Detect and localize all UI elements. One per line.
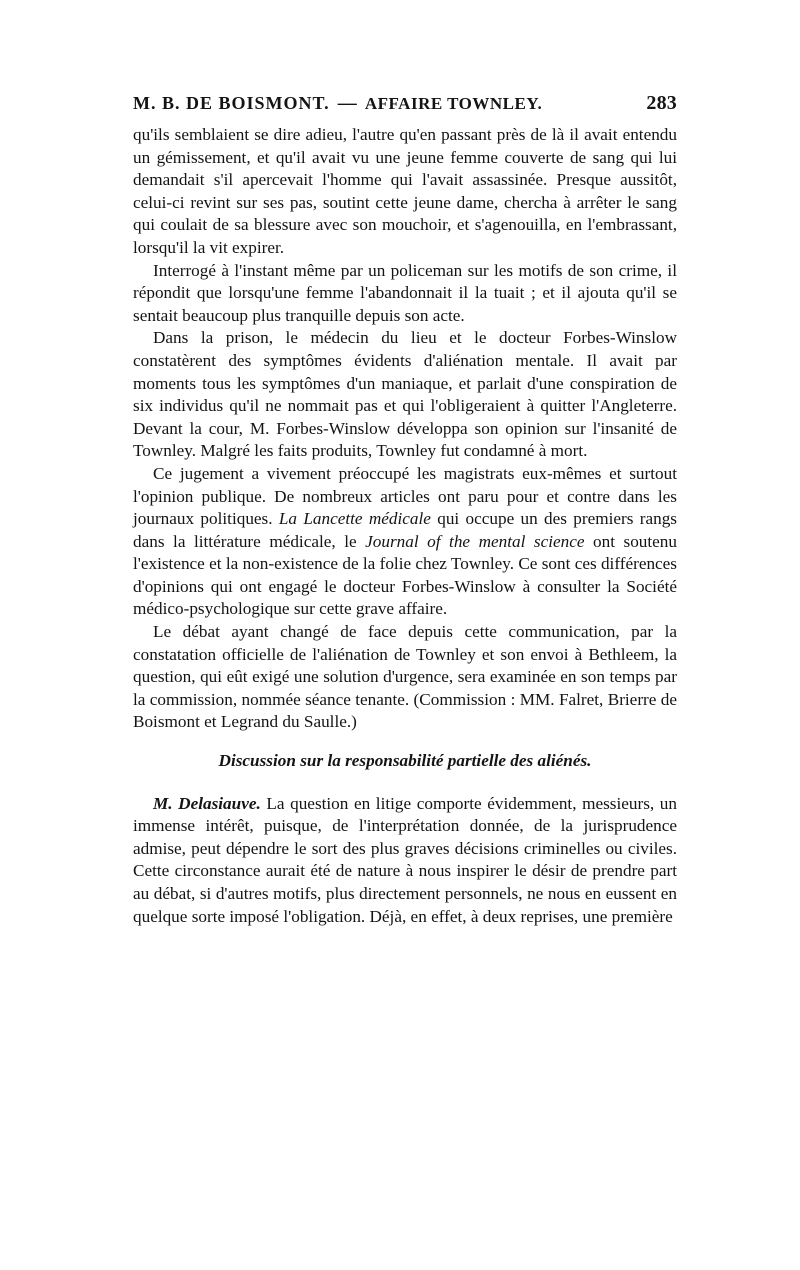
- paragraph-4-text-b: qui occupe un des premiers rangs dans la littérature médicale, le: [133, 509, 678, 551]
- running-head-author: M. B. DE BOISMONT.: [133, 93, 330, 113]
- journal-title-lancette: La Lancette médicale: [278, 509, 431, 529]
- paragraph-3: Dans la prison, le médecin du lieu et le docteur Forbes-Winslow constatèrent des symptômes évidents d'aliénation mentale. Il avait par moments tous les symptômes d'un maniaque, et parlait d'une conspiration de six individus qu'il ne nommait pas et qui l'obligeraient à quitter l'Angleterre. Devant la cour, M. Forbes-Winslow développa son opinion sur l'insanité de Townley. Malgré les faits produits, Townley fut condamné à mort.: [133, 328, 677, 461]
- discussion-paragraph: [133, 793, 677, 929]
- running-head-left: [133, 93, 542, 115]
- section-title: Discussion sur la responsabilité partielle des aliénés.: [218, 751, 592, 771]
- discussion-text: La question en litige comporte évidemment, messieurs, un immense intérêt, puisque, de l'interprétation donnée, de la jurisprudence admise, peut dépendre le sort des plus graves décisions criminelles ou civiles. Cette circonstance aurait été de nature à nous inspirer le désir de prendre part au débat, si d'autres motifs, plus directement personnels, ne nous en eussent en quelque sorte imposé l'obligation. Déjà, en effet, à deux reprises, une première: [133, 793, 677, 926]
- page-number: 283: [646, 92, 677, 114]
- speaker-name: M. Delasiauve.: [153, 793, 261, 813]
- running-head-separator: —: [337, 93, 357, 114]
- paragraph-4-text-a: Ce jugement a vivement préoccupé les magistrats eux-mêmes et surtout l'opinion publique. De nombreux articles ont paru pour et contre dans les journaux politiques.: [133, 463, 677, 529]
- body-text: [133, 124, 677, 928]
- running-head-title: AFFAIRE TOWNLEY.: [364, 94, 543, 113]
- paragraph-5: Le débat ayant changé de face depuis cette communication, par la constatation officielle de l'aliénation de Townley et son envoi à Bethleem, la question, qui eût exigé une solution d'urgence, sera examinée en son temps par la commission, nommée séance tenante. (Commission : MM. Falret, Brierre de Boismont et Legrand du Saulle.): [133, 622, 677, 732]
- paragraph-4-text-c: ont soutenu l'existence et la non-existence de la folie chez Townley. Ce sont ces différences d'opinions qui ont engagé le docteur Forbes-Winslow à consulter la Société médico-psychologique sur cette grave affaire.: [133, 531, 677, 619]
- running-head: [133, 92, 677, 124]
- paragraph-4: [133, 463, 677, 621]
- book-page: [133, 92, 677, 928]
- paragraph-1: qu'ils semblaient se dire adieu, l'autre qu'en passant près de là il avait entendu un gémissement, et qu'il avait vu une jeune femme couverte de sang qui lui demandait s'il apercevait l'homme qui l'avait assassinée. Presque aussitôt, celui-ci revint sur ses pas, soutint cette jeune dame, chercha à arrêter le sang qui coulait de sa blessure avec son mouchoir, et s'agenouilla, en l'embrassant, lorsqu'il la vit expirer.: [133, 125, 677, 257]
- paragraph-2: Interrogé à l'instant même par un policeman sur les motifs de son crime, il répondit que lorsqu'une femme l'abandonnait il la tuait ; et il ajouta qu'il se sentait beaucoup plus tranquille depuis son acte.: [133, 260, 677, 325]
- journal-title-mental-science: Journal of the mental science: [365, 531, 585, 551]
